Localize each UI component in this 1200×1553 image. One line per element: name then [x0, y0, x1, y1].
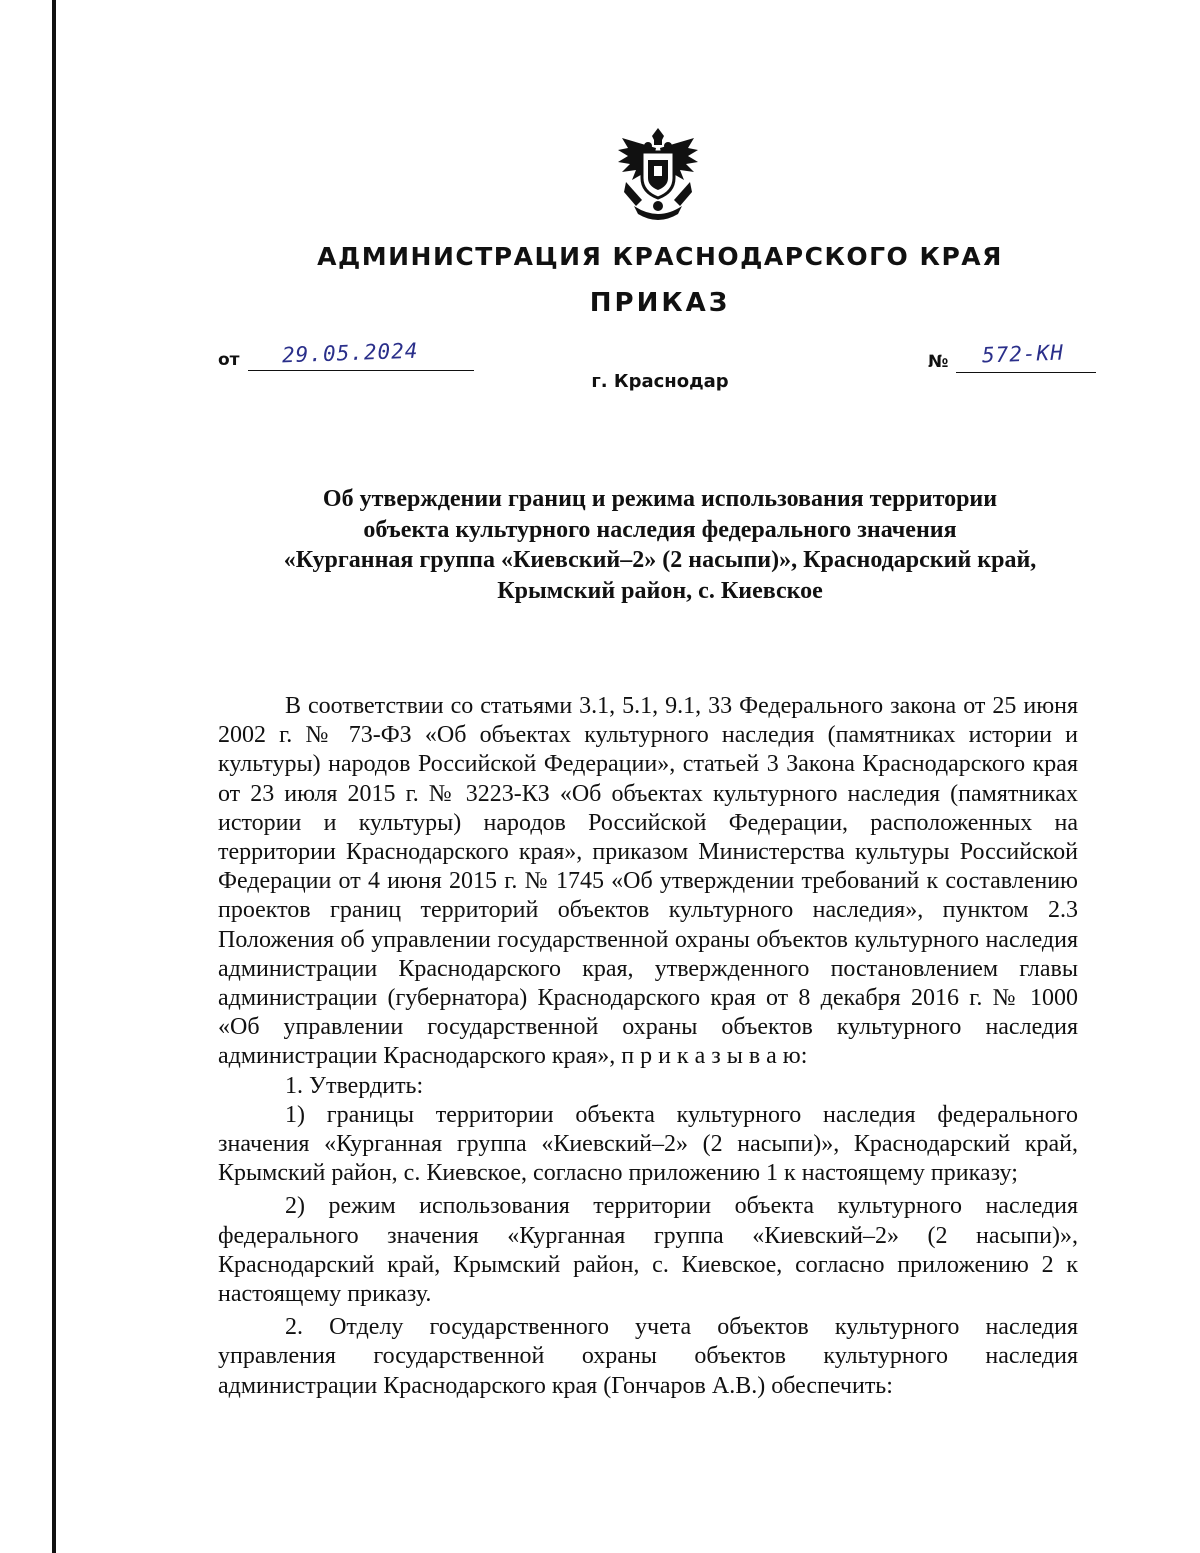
heading-line: «Курганная группа «Киевский–2» (2 насыпи)», Краснодарский край,: [283, 547, 1037, 573]
number-label: №: [928, 352, 949, 372]
heading-line: Крымский район, с. Киевское: [497, 577, 823, 604]
page-edge: [52, 0, 56, 1553]
paragraph-item-2: 2. Отделу государственного учета объектов культурного наследия управления государственной охраны объектов культурного наследия администрации Краснодарского края (Гончаров А.В.) обеспечить:: [218, 1314, 1078, 1399]
organization-title: АДМИНИСТРАЦИЯ КРАСНОДАРСКОГО КРАЯ: [317, 242, 1003, 271]
document-body: [218, 692, 1078, 1401]
document-heading: [218, 484, 1102, 606]
coat-of-arms-icon: [612, 126, 704, 222]
city: г. Краснодар: [591, 371, 729, 392]
date-label: от: [218, 350, 240, 370]
date-value: 29.05.2024: [281, 338, 419, 368]
paragraph-subitem-2: 2) режим использования территории объекта культурного наследия федерального значения «Курганная группа «Киевский–2» (2 насыпи)», Краснодарский край, Крымский район, с. Киевское, согласно приложению 2 к настоящему приказу.: [218, 1193, 1078, 1308]
paragraph-preamble: В соответствии со статьями 3.1, 5.1, 9.1, 33 Федерального закона от 25 июня 2002 г. № 73-ФЗ «Об объектах культурного наследия (памятниках истории и культуры) народов Российской Федерации», статьей 3 Закона Краснодарского края от 23 июля 2015 г. № 3223-КЗ «Об объектах культурного наследия (памятниках истории и культуры) народов Российской Федерации, расположенных на территории Краснодарского края», приказом Министерства культуры Российской Федерации от 4 июня 2015 г. № 1745 «Об утверждении требований к составлению проектов границ территорий объектов культурного наследия», пунктом 2.3 Положения об управлении государственной охраны объектов культурного наследия администрации Краснодарского края, утвержденного постановлением главы администрации (губернатора) Краснодарского края от 8 декабря 2016 г. № 1000 «Об управлении государственной охраны объектов культурного наследия администрации Краснодарского края», п р и к а з ы в а ю:: [218, 693, 1078, 1070]
paragraph-subitem-1: 1) границы территории объекта культурного наследия федерального значения «Курганная группа «Киевский–2» (2 насыпи)», Краснодарский край, Крымский район, с. Киевское, согласно приложению 1 к настоящему приказу;: [218, 1101, 1078, 1187]
heading-line: объекта культурного наследия федерального значения: [363, 516, 957, 543]
heading-line: Об утверждении границ и режима использования территории: [322, 486, 998, 512]
number-value: 572-КН: [981, 340, 1065, 368]
document-type: ПРИКАЗ: [589, 288, 731, 318]
paragraph-item-1: 1. Утвердить:: [285, 1072, 424, 1099]
